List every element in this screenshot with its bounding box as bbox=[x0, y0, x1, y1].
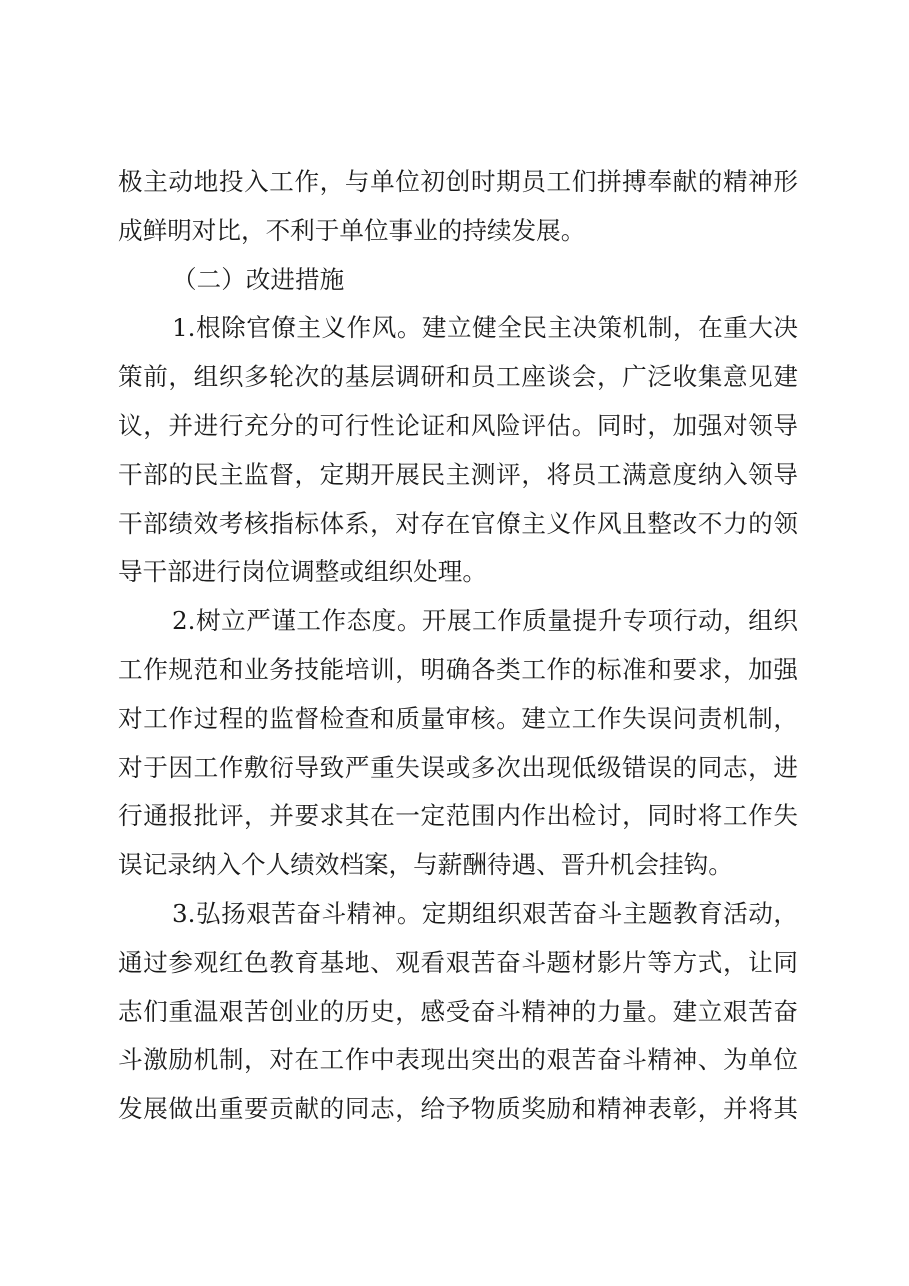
paragraph-line: 干部的民主监督，定期开展民主测评，将员工满意度纳入领导 bbox=[118, 459, 798, 489]
paragraph-line: 志们重温艰苦创业的历史，感受奋斗精神的力量。建立艰苦奋 bbox=[118, 996, 798, 1026]
paragraph-line: 误记录纳入个人绩效档案，与薪酬待遇、晋升机会挂钩。 bbox=[118, 850, 733, 880]
paragraph-line: 发展做出重要贡献的同志，给予物质奖励和精神表彰，并将其 bbox=[118, 1094, 798, 1124]
paragraph-line: 斗激励机制，对在工作中表现出突出的艰苦奋斗精神、为单位 bbox=[118, 1045, 798, 1075]
paragraph-line: 成鲜明对比，不利于单位事业的持续发展。 bbox=[118, 215, 586, 245]
paragraph-line: 对工作过程的监督检查和质量审核。建立工作失误问责机制， bbox=[118, 703, 798, 733]
section-heading: （二）改进措施 bbox=[172, 264, 345, 294]
paragraph-line: 导干部进行岗位调整或组织处理。 bbox=[118, 557, 487, 587]
paragraph-line: 2.树立严谨工作态度。开展工作质量提升专项行动，组织 bbox=[172, 606, 798, 636]
paragraph-line: 极主动地投入工作，与单位初创时期员工们拼搏奉献的精神形 bbox=[118, 167, 798, 196]
paragraph-line: 对于因工作敷衍导致严重失误或多次出现低级错误的同志，进 bbox=[118, 752, 798, 782]
paragraph-line: 干部绩效考核指标体系，对存在官僚主义作风且整改不力的领 bbox=[118, 508, 798, 538]
paragraph-line: 1.根除官僚主义作风。建立健全民主决策机制，在重大决 bbox=[172, 313, 798, 343]
paragraph-line: 3.弘扬艰苦奋斗精神。定期组织艰苦奋斗主题教育活动， bbox=[172, 898, 798, 928]
paragraph-line: 策前，组织多轮次的基层调研和员工座谈会，广泛收集意见建 bbox=[118, 362, 798, 392]
paragraph-line: 通过参观红色教育基地、观看艰苦奋斗题材影片等方式，让同 bbox=[118, 947, 798, 977]
paragraph-line: 议，并进行充分的可行性论证和风险评估。同时，加强对领导 bbox=[118, 410, 798, 440]
paragraph-line: 工作规范和业务技能培训，明确各类工作的标准和要求，加强 bbox=[118, 654, 798, 684]
document-body bbox=[118, 158, 798, 1134]
paragraph-line: 行通报批评，并要求其在一定范围内作出检讨，同时将工作失 bbox=[118, 801, 798, 831]
